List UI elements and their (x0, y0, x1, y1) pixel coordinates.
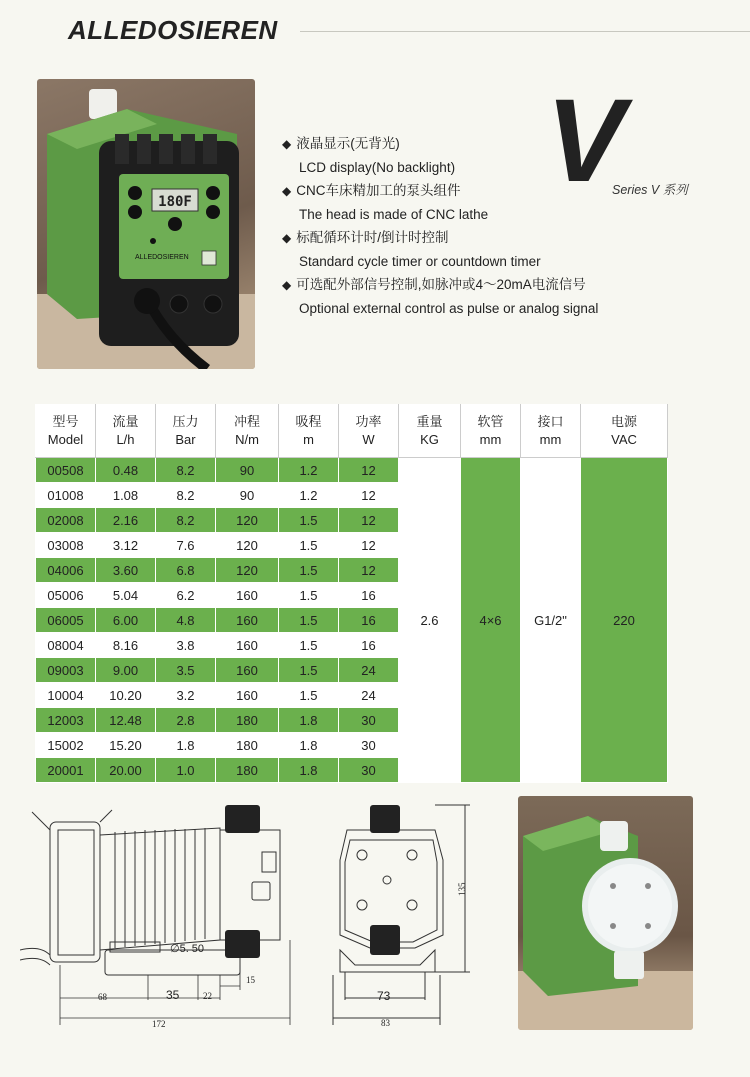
table-cell: 5.04 (96, 583, 156, 608)
feature-en: Optional external control as pulse or analog signal (299, 301, 599, 316)
shared-cell-power: 220 (581, 458, 668, 783)
column-header-unit: m (303, 432, 314, 447)
table-cell: 180 (216, 708, 279, 733)
table-cell: 2.8 (156, 708, 216, 733)
table-cell: 1.8 (279, 733, 339, 758)
diameter-label: ∅5. 50 (170, 943, 205, 955)
table-header-row (36, 405, 668, 458)
table-cell: 00508 (36, 458, 96, 483)
dim-73: 73 (377, 989, 391, 1003)
table-cell: 6.2 (156, 583, 216, 608)
table-cell: 1.5 (279, 683, 339, 708)
pump-photo-side (518, 796, 693, 1030)
column-header-unit: mm (539, 432, 562, 447)
dim-15: 15 (246, 975, 255, 985)
dim-35: 35 (166, 988, 180, 1002)
feature-cn-text: CNC车床精加工的泵头组件 (296, 183, 461, 198)
table-cell: 20.00 (96, 758, 156, 783)
table-cell: 12 (339, 458, 399, 483)
table-cell: 6.00 (96, 608, 156, 633)
table-cell: 90 (216, 458, 279, 483)
column-header (399, 405, 461, 458)
table-cell: 04006 (36, 558, 96, 583)
table-cell: 12003 (36, 708, 96, 733)
column-header-cn: 冲程 (233, 414, 260, 429)
dim-83: 83 (381, 1018, 390, 1028)
table-cell: 1.5 (279, 658, 339, 683)
table-cell: 12 (339, 533, 399, 558)
series-label: Series V 系列 (612, 183, 688, 197)
table-cell: 03008 (36, 533, 96, 558)
table-cell: 12.48 (96, 708, 156, 733)
column-header-cn: 吸程 (295, 414, 322, 429)
table-cell: 0.48 (96, 458, 156, 483)
table-row (36, 458, 668, 483)
diamond-bullet-icon: ◆ (282, 184, 292, 198)
column-header-cn: 功率 (355, 414, 382, 429)
column-header-unit: mm (479, 432, 502, 447)
table-cell: 1.8 (279, 758, 339, 783)
table-cell: 160 (216, 658, 279, 683)
column-header-unit: L/h (116, 432, 135, 447)
table-cell: 02008 (36, 508, 96, 533)
table-cell: 20001 (36, 758, 96, 783)
table-cell: 24 (339, 683, 399, 708)
shared-cell-hose: 4×6 (461, 458, 521, 783)
table-cell: 7.6 (156, 533, 216, 558)
column-header-cn: 软管 (477, 414, 504, 429)
feature-en: The head is made of CNC lathe (299, 207, 489, 222)
table-cell: 3.8 (156, 633, 216, 658)
table-cell: 9.00 (96, 658, 156, 683)
table-cell: 90 (216, 483, 279, 508)
table-cell: 160 (216, 683, 279, 708)
front-view-drawing (325, 800, 480, 1035)
series-letter: V (546, 75, 625, 207)
panel-brand: ALLEDOSIEREN (135, 254, 189, 261)
table-cell: 1.0 (156, 758, 216, 783)
dim-68: 68 (98, 992, 107, 1002)
table-cell: 1.5 (279, 558, 339, 583)
column-header-unit: KG (420, 432, 439, 447)
table-cell: 160 (216, 583, 279, 608)
feature-item (282, 226, 622, 273)
table-cell: 3.12 (96, 533, 156, 558)
lcd-readout: 180F (158, 194, 192, 210)
column-header-unit: VAC (611, 432, 637, 447)
column-header-unit: N/m (235, 432, 259, 447)
dim-135: 135 (457, 882, 467, 896)
table-cell: 10004 (36, 683, 96, 708)
table-cell: 09003 (36, 658, 96, 683)
table-cell: 160 (216, 633, 279, 658)
table-cell: 160 (216, 608, 279, 633)
table-cell: 1.5 (279, 583, 339, 608)
table-cell: 24 (339, 658, 399, 683)
brand-logo: ALLEDOSIEREN (68, 15, 278, 45)
column-header (216, 405, 279, 458)
column-header (96, 405, 156, 458)
column-header (521, 405, 581, 458)
table-cell: 1.5 (279, 608, 339, 633)
table-cell: 16 (339, 608, 399, 633)
pump-side-illustration (518, 796, 693, 1030)
table-cell: 8.2 (156, 508, 216, 533)
table-cell: 8.2 (156, 483, 216, 508)
spec-table (35, 404, 668, 783)
table-cell: 1.8 (156, 733, 216, 758)
column-header-cn: 接口 (537, 414, 564, 429)
side-view-drawing (20, 800, 320, 1035)
column-header (156, 405, 216, 458)
table-cell: 1.2 (279, 483, 339, 508)
table-cell: 30 (339, 708, 399, 733)
column-header-unit: W (362, 432, 375, 447)
table-cell: 180 (216, 733, 279, 758)
table-cell: 1.08 (96, 483, 156, 508)
diamond-bullet-icon: ◆ (282, 278, 292, 292)
column-header-cn: 电源 (610, 414, 637, 429)
column-header-cn: 压力 (172, 414, 199, 429)
table-cell: 4.8 (156, 608, 216, 633)
table-cell: 15.20 (96, 733, 156, 758)
shared-cell-port: G1/2" (521, 458, 581, 783)
feature-cn-text: 可选配外部信号控制,如脉冲或4～20mA电流信号 (296, 277, 586, 292)
table-cell: 120 (216, 533, 279, 558)
feature-en: LCD display(No backlight) (299, 160, 456, 175)
table-cell: 3.2 (156, 683, 216, 708)
table-cell: 1.5 (279, 533, 339, 558)
column-header-cn: 重量 (416, 414, 443, 429)
table-cell: 1.5 (279, 508, 339, 533)
feature-cn (282, 273, 622, 297)
table-cell: 8.16 (96, 633, 156, 658)
table-cell: 16 (339, 633, 399, 658)
table-cell: 12 (339, 558, 399, 583)
diamond-bullet-icon: ◆ (282, 137, 292, 151)
column-header (581, 405, 668, 458)
table-cell: 10.20 (96, 683, 156, 708)
column-header-cn: 流量 (112, 414, 139, 429)
feature-cn-text: 标配循环计时/倒计时控制 (296, 230, 449, 245)
table-cell: 15002 (36, 733, 96, 758)
column-header-unit: Bar (175, 432, 196, 447)
table-cell: 120 (216, 508, 279, 533)
cooling-fins (115, 828, 205, 948)
table-cell: 12 (339, 483, 399, 508)
table-cell: 120 (216, 558, 279, 583)
feature-cn (282, 226, 622, 250)
table-cell: 180 (216, 758, 279, 783)
table-cell: 1.8 (279, 708, 339, 733)
column-header (279, 405, 339, 458)
feature-cn-text: 液晶显示(无背光) (296, 136, 400, 151)
table-cell: 30 (339, 733, 399, 758)
feature-item (282, 273, 622, 320)
feature-en: Standard cycle timer or countdown timer (299, 254, 541, 269)
pump-illustration (37, 79, 255, 369)
table-cell: 2.16 (96, 508, 156, 533)
table-cell: 01008 (36, 483, 96, 508)
table-cell: 05006 (36, 583, 96, 608)
table-cell: 06005 (36, 608, 96, 633)
table-body (36, 458, 668, 783)
column-header-unit: Model (47, 432, 84, 447)
column-header (461, 405, 521, 458)
table-cell: 30 (339, 758, 399, 783)
dim-22: 22 (203, 991, 212, 1001)
table-cell: 6.8 (156, 558, 216, 583)
diamond-bullet-icon: ◆ (282, 231, 292, 245)
table-cell: 08004 (36, 633, 96, 658)
shared-cell-weight: 2.6 (399, 458, 461, 783)
table-cell: 1.5 (279, 633, 339, 658)
table-cell: 1.2 (279, 458, 339, 483)
table-cell: 16 (339, 583, 399, 608)
table-cell: 12 (339, 508, 399, 533)
dim-172: 172 (152, 1019, 166, 1029)
header-rule (300, 31, 750, 32)
column-header (339, 405, 399, 458)
table-cell: 3.5 (156, 658, 216, 683)
column-header-cn: 型号 (52, 414, 79, 429)
table-cell: 3.60 (96, 558, 156, 583)
table-cell: 8.2 (156, 458, 216, 483)
column-header (36, 405, 96, 458)
pump-photo-front (37, 79, 255, 369)
